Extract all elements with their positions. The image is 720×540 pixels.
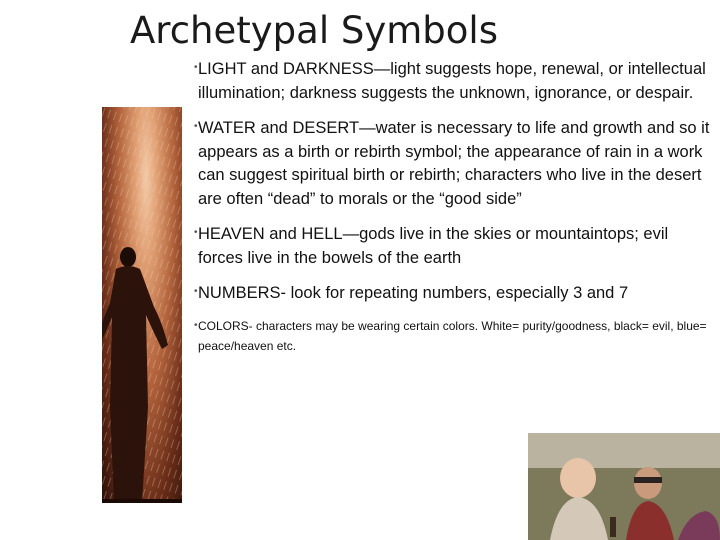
- man-in-rain-photo: [102, 107, 182, 503]
- slide-title: Archetypal Symbols: [130, 9, 498, 52]
- group-photo: [528, 433, 720, 540]
- bullet-water-desert: [194, 117, 713, 211]
- bullet-text: WATER and DESERT—water is necessary to life and growth and so it appears as a birth or rebirth symbol; the appearance of rain in a work can suggest spiritual birth or rebirth; characters who live in the desert are often “dead” to morals or the “good side”: [198, 119, 710, 208]
- bullet-marker: •: [194, 121, 198, 132]
- bullet-colors: [194, 316, 713, 356]
- bullet-marker: •: [194, 319, 198, 331]
- bullet-heaven-hell: [194, 223, 713, 270]
- bullet-marker: •: [194, 62, 198, 73]
- bullet-marker: •: [194, 286, 198, 297]
- bullet-list: [194, 58, 713, 368]
- group-photo-illustration: [528, 433, 720, 540]
- bullet-text: COLORS- characters may be wearing certain colors. White= purity/goodness, black= evil, blue= peace/heaven etc.: [198, 318, 707, 353]
- bullet-marker: •: [194, 227, 198, 238]
- bullet-numbers: [194, 282, 713, 306]
- bullet-text: NUMBERS- look for repeating numbers, especially 3 and 7: [198, 284, 629, 302]
- man-in-rain-illustration: [102, 107, 182, 503]
- bullet-light-darkness: [194, 58, 713, 105]
- bullet-text: LIGHT and DARKNESS—light suggests hope, renewal, or intellectual illumination; darkness suggests the unknown, ignorance, or despair.: [198, 60, 706, 102]
- bullet-text: HEAVEN and HELL—gods live in the skies or mountaintops; evil forces live in the bowels of the earth: [198, 225, 669, 267]
